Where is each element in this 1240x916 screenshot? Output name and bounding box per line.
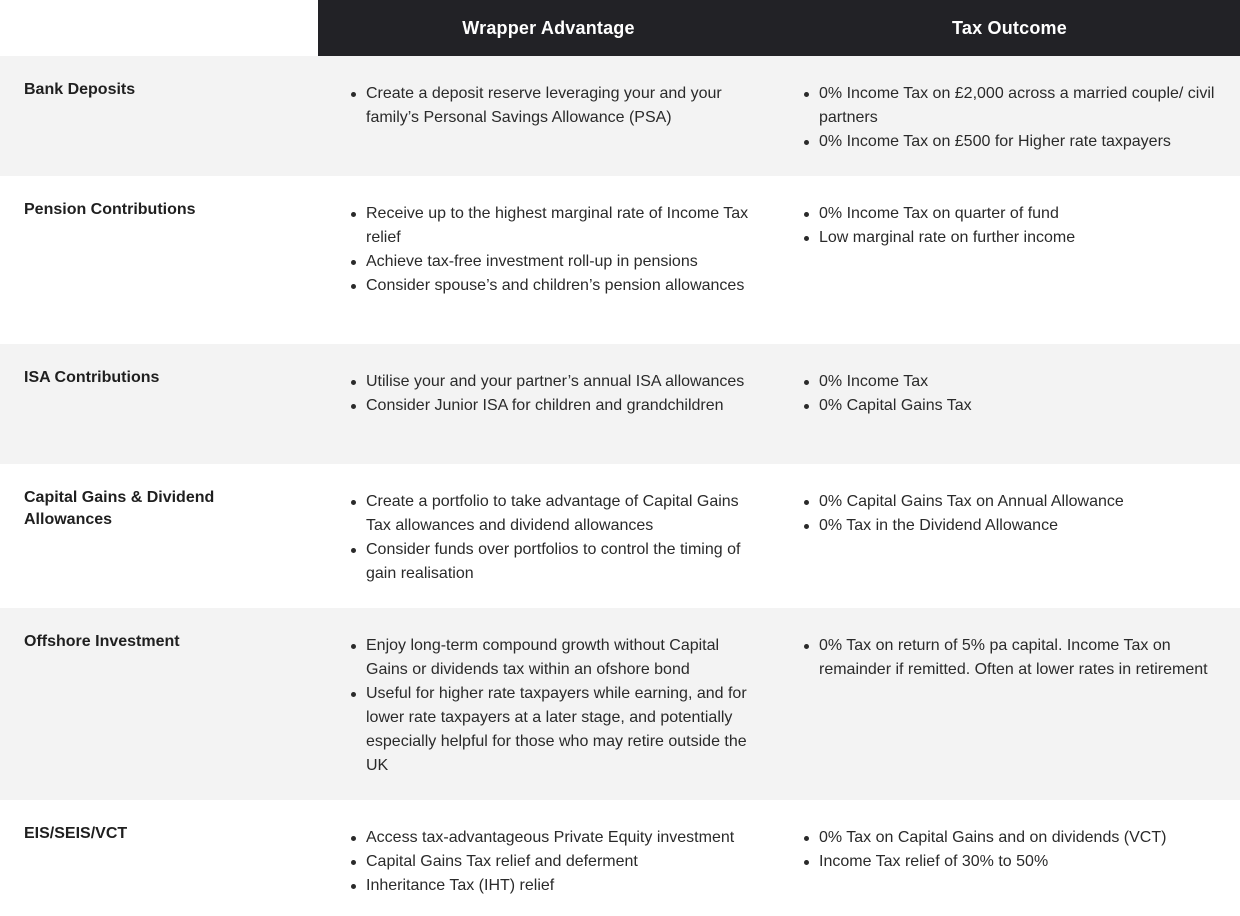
row-advantages bbox=[318, 79, 771, 156]
row-advantages bbox=[318, 823, 771, 896]
advantage-item: Create a portfolio to take advantage of Capital Gains Tax allowances and dividend allowances bbox=[366, 490, 759, 538]
advantage-item: Utilise your and your partner’s annual ISA allowances bbox=[366, 370, 759, 394]
header-wrapper-advantage: Wrapper Advantage bbox=[462, 17, 635, 38]
advantage-item: Consider Junior ISA for children and grandchildren bbox=[366, 394, 759, 418]
advantage-item: Consider funds over portfolios to control the timing of gain realisation bbox=[366, 538, 759, 586]
header-tax-outcome: Tax Outcome bbox=[952, 17, 1067, 38]
advantage-item: Capital Gains Tax relief and deferment bbox=[366, 850, 759, 874]
outcome-item: 0% Tax on Capital Gains and on dividends (VCT) bbox=[819, 826, 1220, 850]
row-advantages bbox=[318, 199, 771, 324]
row-outcomes bbox=[771, 631, 1240, 780]
row-category: Capital Gains & Dividend Allowances bbox=[24, 489, 215, 528]
row-category: ISA Contributions bbox=[24, 369, 160, 386]
table-row-isa-contributions bbox=[0, 344, 1240, 464]
advantage-item: Receive up to the highest marginal rate of Income Tax relief bbox=[366, 202, 759, 250]
row-category: Bank Deposits bbox=[24, 81, 136, 98]
outcome-item: Low marginal rate on further income bbox=[819, 226, 1220, 250]
row-advantages bbox=[318, 367, 771, 444]
table-header bbox=[0, 0, 1240, 56]
outcome-item: 0% Income Tax bbox=[819, 370, 1220, 394]
outcome-item: 0% Capital Gains Tax bbox=[819, 394, 1220, 418]
row-category: Pension Contributions bbox=[24, 201, 196, 218]
row-category: EIS/SEIS/VCT bbox=[24, 825, 128, 842]
header-blank-cell bbox=[0, 0, 318, 56]
advantage-item: Consider spouse’s and children’s pension allowances bbox=[366, 274, 759, 298]
outcome-item: Income Tax relief of 30% to 50% bbox=[819, 850, 1220, 874]
table-row-eis-seis-vct bbox=[0, 800, 1240, 916]
advantage-item: Enjoy long-term compound growth without Capital Gains or dividends tax within an ofshore bond bbox=[366, 634, 759, 682]
advantage-item: Inheritance Tax (IHT) relief bbox=[366, 874, 759, 898]
table-row-offshore-investment bbox=[0, 608, 1240, 800]
advantage-item: Achieve tax-free investment roll-up in pensions bbox=[366, 250, 759, 274]
outcome-item: 0% Tax on return of 5% pa capital. Income Tax on remainder if remitted. Often at lower rates in retirement bbox=[819, 634, 1220, 682]
table-row-capital-gains-dividend bbox=[0, 464, 1240, 608]
outcome-item: 0% Income Tax on £500 for Higher rate taxpayers bbox=[819, 130, 1220, 154]
table-row-pension-contributions bbox=[0, 176, 1240, 344]
outcome-item: 0% Income Tax on quarter of fund bbox=[819, 202, 1220, 226]
row-category: Offshore Investment bbox=[24, 633, 180, 650]
row-outcomes bbox=[771, 367, 1240, 444]
row-outcomes bbox=[771, 823, 1240, 896]
advantage-item: Create a deposit reserve leveraging your and your family’s Personal Savings Allowance (PSA) bbox=[366, 82, 759, 130]
row-outcomes bbox=[771, 487, 1240, 588]
outcome-item: 0% Tax in the Dividend Allowance bbox=[819, 514, 1220, 538]
row-outcomes bbox=[771, 199, 1240, 324]
advantage-item: Access tax-advantageous Private Equity investment bbox=[366, 826, 759, 850]
row-outcomes bbox=[771, 79, 1240, 156]
advantage-item: Useful for higher rate taxpayers while earning, and for lower rate taxpayers at a later stage, and potentially especially helpful for those who may retire outside the UK bbox=[366, 682, 759, 778]
table-row-bank-deposits bbox=[0, 56, 1240, 176]
row-advantages bbox=[318, 631, 771, 780]
row-advantages bbox=[318, 487, 771, 588]
header-dark-band bbox=[318, 0, 1240, 56]
outcome-item: 0% Income Tax on £2,000 across a married couple/ civil partners bbox=[819, 82, 1220, 130]
outcome-item: 0% Capital Gains Tax on Annual Allowance bbox=[819, 490, 1220, 514]
